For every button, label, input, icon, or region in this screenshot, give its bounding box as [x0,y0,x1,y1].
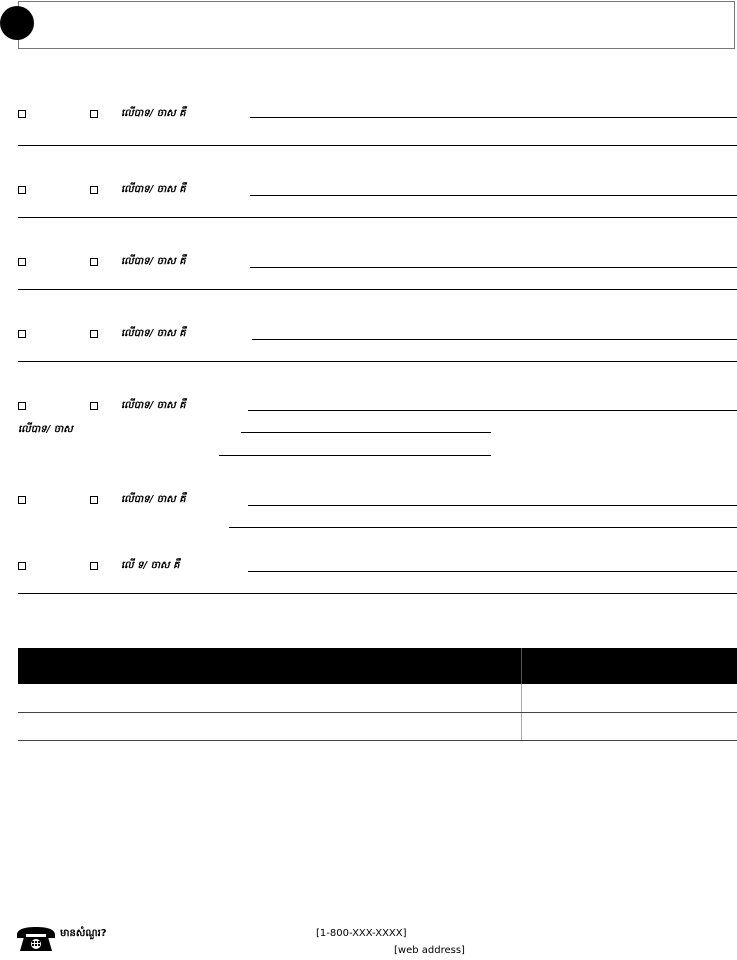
yes-checkbox-2[interactable] [18,186,26,194]
yes-checkbox-5[interactable] [18,402,26,410]
yes-checkbox-4[interactable] [18,330,26,338]
no-checkbox-3[interactable] [90,258,98,266]
yes-checkbox-1[interactable] [18,110,26,118]
no-checkbox-1[interactable] [90,110,98,118]
answer-subline-5b[interactable] [219,455,491,456]
answer-line-3[interactable] [250,267,737,268]
row-divider-1 [18,145,737,146]
answer-line-1[interactable] [250,117,737,118]
row-divider-4 [18,361,737,362]
yes-checkbox-6[interactable] [18,496,26,504]
header-box [18,1,735,49]
help-web-address[interactable]: [web address] [394,945,465,956]
no-checkbox-5[interactable] [90,402,98,410]
answer-subline-6[interactable] [229,527,737,528]
answer-line-6[interactable] [248,505,737,506]
answer-subline-5a[interactable] [241,432,491,433]
no-checkbox-6[interactable] [90,496,98,504]
yes-checkbox-3[interactable] [18,258,26,266]
table-header-bar [18,648,737,684]
row-label-3: លើបាទ/ ចាស គឺ [121,256,186,267]
row-divider-2 [18,217,737,218]
row-label-1: លើបាទ/ ចាស គឺ [121,108,186,119]
row-label-5: លើបាទ/ ចាស គឺ [121,400,186,411]
table-row-line-1 [18,712,737,713]
row-divider-7 [18,593,737,594]
no-checkbox-7[interactable] [90,562,98,570]
telephone-icon [15,926,57,956]
row-label-7: លើ ទ/ ចាស គឺ [121,560,180,571]
answer-line-4[interactable] [252,339,737,340]
answer-line-2[interactable] [250,195,737,196]
answer-line-7[interactable] [248,571,737,572]
row-divider-3 [18,289,737,290]
row-label-4: លើបាទ/ ចាស គឺ [121,328,186,339]
section-marker-circle [0,6,34,40]
no-checkbox-2[interactable] [90,186,98,194]
help-phone-number[interactable]: [1-800-XXX-XXXX] [316,928,407,939]
row-label-6: លើបាទ/ ចាស គឺ [121,494,186,505]
row-sublabel-5: លើបាទ/ ចាស [18,424,73,435]
answer-line-5[interactable] [248,410,737,411]
table-header-separator [521,648,522,684]
help-question: មានសំណួរ? [60,928,107,939]
table-row-line-2 [18,740,737,741]
yes-checkbox-7[interactable] [18,562,26,570]
no-checkbox-4[interactable] [90,330,98,338]
row-label-2: លើបាទ/ ចាស គឺ [121,184,186,195]
